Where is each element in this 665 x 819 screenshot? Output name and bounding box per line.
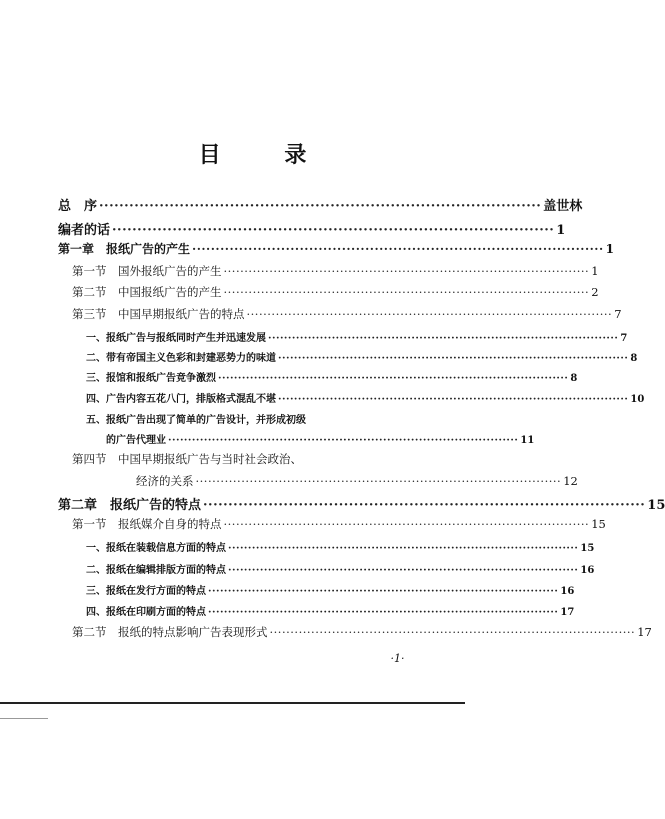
toc-entry-ch1-s3-item-5[interactable] xyxy=(106,431,535,446)
toc-entry-ch1-section-3[interactable] xyxy=(72,306,622,322)
toc-entry-chapter-2[interactable] xyxy=(58,494,665,513)
toc-leader-dots: ························································································ xyxy=(223,285,590,299)
toc-entry-ch2-section-2[interactable] xyxy=(72,624,652,640)
toc-entry-ch1-s3-item-1[interactable] xyxy=(86,329,628,344)
toc-entry-page: 15 xyxy=(580,543,595,554)
toc-entry-label: 第三节 中国早期报纸广告的特点 xyxy=(72,307,245,321)
toc-entry-label: 第二节 报纸的特点影响广告表现形式 xyxy=(72,625,268,639)
toc-entry-label-continuation: 经济的关系 xyxy=(136,474,194,488)
toc-entry-page: 7 xyxy=(614,307,622,321)
toc-entry-page: 11 xyxy=(520,435,535,446)
toc-entry-preface[interactable] xyxy=(58,195,583,214)
toc-entry-editors-note[interactable] xyxy=(58,219,566,238)
page-title: 目 录 xyxy=(198,142,335,168)
toc-entry-ch1-section-2[interactable] xyxy=(72,284,599,300)
toc-entry-page: 8 xyxy=(570,373,578,384)
toc-entry-label: 四、报纸在印刷方面的特点 xyxy=(86,607,206,618)
toc-entry-page: 10 xyxy=(630,394,645,405)
toc-leader-dots: ························································································ xyxy=(208,607,559,618)
toc-entry-ch2-s1-item-4[interactable] xyxy=(86,603,575,618)
toc-leader-dots: ························································································ xyxy=(218,373,569,384)
toc-entry-label: 四、广告内容五花八门，排版格式混乱不堪 xyxy=(86,394,276,405)
toc-entry-label: 编者的话 xyxy=(58,223,111,238)
toc-entry-ch1-s3-item-3[interactable] xyxy=(86,369,578,384)
toc-entry-page: 1 xyxy=(605,242,615,256)
toc-entry-label: 二、带有帝国主义色彩和封建恶势力的味道 xyxy=(86,353,276,364)
toc-entry-page: 8 xyxy=(630,353,638,364)
toc-entry-page: 17 xyxy=(560,607,575,618)
toc-entry-ch1-s3-item-4[interactable] xyxy=(86,390,645,405)
toc-entry-page: 1 xyxy=(591,264,599,278)
toc-entry-label: 第一节 国外报纸广告的产生 xyxy=(72,264,222,278)
toc-entry-label: 第二章 报纸广告的特点 xyxy=(58,498,202,513)
toc-entry-label: 第二节 中国报纸广告的产生 xyxy=(72,285,222,299)
toc-leader-dots: ························································································ xyxy=(99,199,542,214)
toc-entry-ch2-s1-item-1[interactable] xyxy=(86,539,595,554)
toc-entry-ch1-section-1[interactable] xyxy=(72,263,599,279)
toc-entry-ch2-section-1[interactable] xyxy=(72,516,606,532)
toc-leader-dots: ························································································ xyxy=(278,394,629,405)
toc-leader-dots: ························································································ xyxy=(269,625,636,639)
toc-leader-dots: ························································································ xyxy=(192,242,604,256)
toc-entry-label-continuation: 的广告代理业 xyxy=(106,435,166,446)
toc-leader-dots: ························································································ xyxy=(112,223,555,238)
toc-leader-dots: ························································································ xyxy=(195,474,562,488)
toc-entry-page: 盖世林 xyxy=(543,199,583,214)
toc-entry-label: 二、报纸在编辑排版方面的特点 xyxy=(86,565,226,576)
toc-entry-label: 三、报馆和报纸广告竞争激烈 xyxy=(86,373,216,384)
toc-leader-dots: ························································································ xyxy=(268,333,619,344)
page-bottom-short-rule xyxy=(0,718,48,719)
toc-leader-dots: ························································································ xyxy=(208,586,559,597)
toc-entry-label: 三、报纸在发行方面的特点 xyxy=(86,586,206,597)
toc-leader-dots: ························································································ xyxy=(223,264,590,278)
toc-entry-label: 一、报纸广告与报纸同时产生并迅速发展 xyxy=(86,333,266,344)
toc-entry-ch1-section-4[interactable] xyxy=(136,473,578,489)
toc-leader-dots: ························································································ xyxy=(203,498,646,513)
toc-entry-label: 第一章 报纸广告的产生 xyxy=(58,242,191,256)
toc-entry-page: 7 xyxy=(620,333,628,344)
toc-entry-page: 2 xyxy=(591,285,599,299)
toc-entry-label: 第一节 报纸媒介自身的特点 xyxy=(72,517,222,531)
toc-leader-dots: ························································································ xyxy=(278,353,629,364)
page-number: ·1· xyxy=(390,652,405,665)
toc-entry-page: 12 xyxy=(563,474,578,488)
toc-entry-label-line-1: 五、报纸广告出现了简单的广告设计，并形成初级 xyxy=(86,415,306,426)
toc-entry-chapter-1[interactable] xyxy=(58,240,615,257)
toc-leader-dots: ························································································ xyxy=(246,307,613,321)
toc-leader-dots: ························································································ xyxy=(168,435,519,446)
toc-entry-page: 16 xyxy=(560,586,575,597)
toc-entry-page: 15 xyxy=(647,498,665,513)
toc-entry-page: 1 xyxy=(556,223,566,238)
toc-entry-ch2-s1-item-2[interactable] xyxy=(86,561,595,576)
toc-entry-label-line-1: 第四节 中国早期报纸广告与当时社会政治、 xyxy=(72,452,302,466)
toc-entry-page: 17 xyxy=(637,625,652,639)
toc-entry-ch1-s3-item-2[interactable] xyxy=(86,349,638,364)
toc-entry-label: 一、报纸在装载信息方面的特点 xyxy=(86,543,226,554)
toc-entry-label: 总 序 xyxy=(58,199,98,214)
toc-entry-ch2-s1-item-3[interactable] xyxy=(86,582,575,597)
toc-leader-dots: ························································································ xyxy=(223,517,590,531)
toc-entry-page: 15 xyxy=(591,517,606,531)
toc-leader-dots: ························································································ xyxy=(228,565,579,576)
toc-leader-dots: ························································································ xyxy=(228,543,579,554)
toc-entry-page: 16 xyxy=(580,565,595,576)
page-bottom-rule xyxy=(0,702,465,704)
